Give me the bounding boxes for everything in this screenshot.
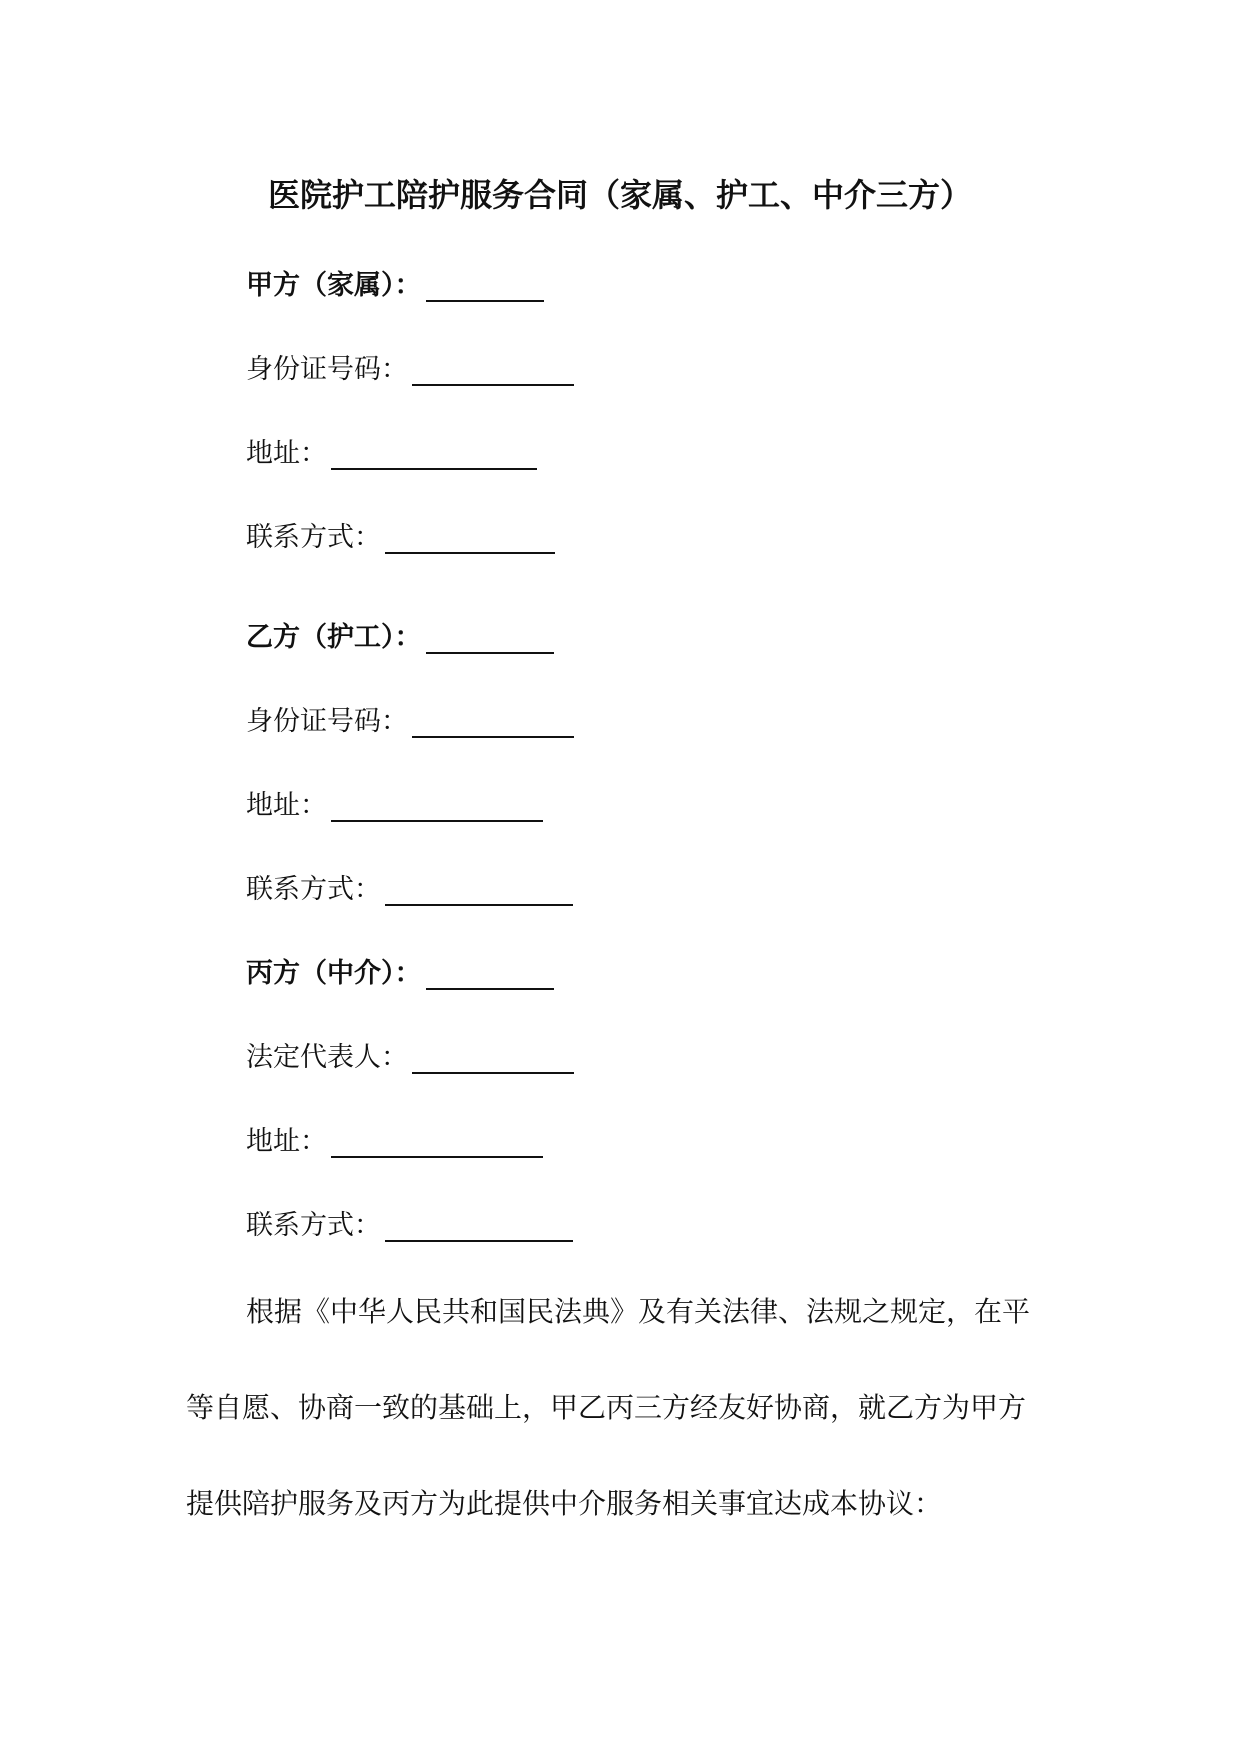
intro-paragraph-line-2: 等自愿、协商一致的基础上，甲乙丙三方经友好协商，就乙方为甲方 (186, 1391, 1027, 1424)
party-b-address-blank (331, 792, 543, 822)
party-b-id-line (246, 698, 574, 738)
party-c-address-blank (331, 1128, 543, 1158)
party-c-address-line (246, 1118, 543, 1158)
intro-paragraph-line-3: 提供陪护服务及丙方为此提供中介服务相关事宜达成本协议： (186, 1487, 943, 1520)
party-a-id-line (246, 346, 574, 386)
party-c-address-label: 地址： (246, 1126, 327, 1157)
party-b-contact-label: 联系方式： (246, 874, 381, 905)
party-b-contact-line (246, 866, 573, 906)
party-a-name-blank (426, 272, 544, 302)
party-b-contact-blank (385, 876, 573, 906)
party-b-heading: 乙方（护工）： (246, 622, 422, 653)
party-a-address-label: 地址： (246, 438, 327, 469)
party-c-heading-line (246, 950, 554, 990)
party-a-contact-label: 联系方式： (246, 522, 381, 553)
party-b-id-label: 身份证号码： (246, 706, 408, 737)
party-a-contact-blank (385, 524, 555, 554)
party-a-heading: 甲方（家属）： (246, 270, 422, 301)
party-a-id-label: 身份证号码： (246, 354, 408, 385)
party-a-id-blank (412, 356, 574, 386)
party-c-rep-line (246, 1034, 574, 1074)
party-a-heading-line (246, 262, 544, 302)
intro-paragraph-line-1: 根据《中华人民共和国民法典》及有关法律、法规之规定，在平 (246, 1295, 1031, 1328)
party-c-name-blank (426, 960, 554, 990)
party-c-rep-blank (412, 1044, 574, 1074)
party-c-contact-label: 联系方式： (246, 1210, 381, 1241)
party-c-heading: 丙方（中介）： (246, 958, 422, 989)
party-a-address-line (246, 430, 537, 470)
document-title: 医院护工陪护服务合同（家属、护工、中介三方） (267, 176, 972, 214)
party-b-address-label: 地址： (246, 790, 327, 821)
party-b-id-blank (412, 708, 574, 738)
party-c-contact-line (246, 1202, 573, 1242)
party-b-address-line (246, 782, 543, 822)
party-b-name-blank (426, 624, 554, 654)
party-c-contact-blank (385, 1212, 573, 1242)
party-a-address-blank (331, 440, 537, 470)
party-c-rep-label: 法定代表人： (246, 1042, 408, 1073)
party-b-heading-line (246, 614, 554, 654)
party-a-contact-line (246, 514, 555, 554)
